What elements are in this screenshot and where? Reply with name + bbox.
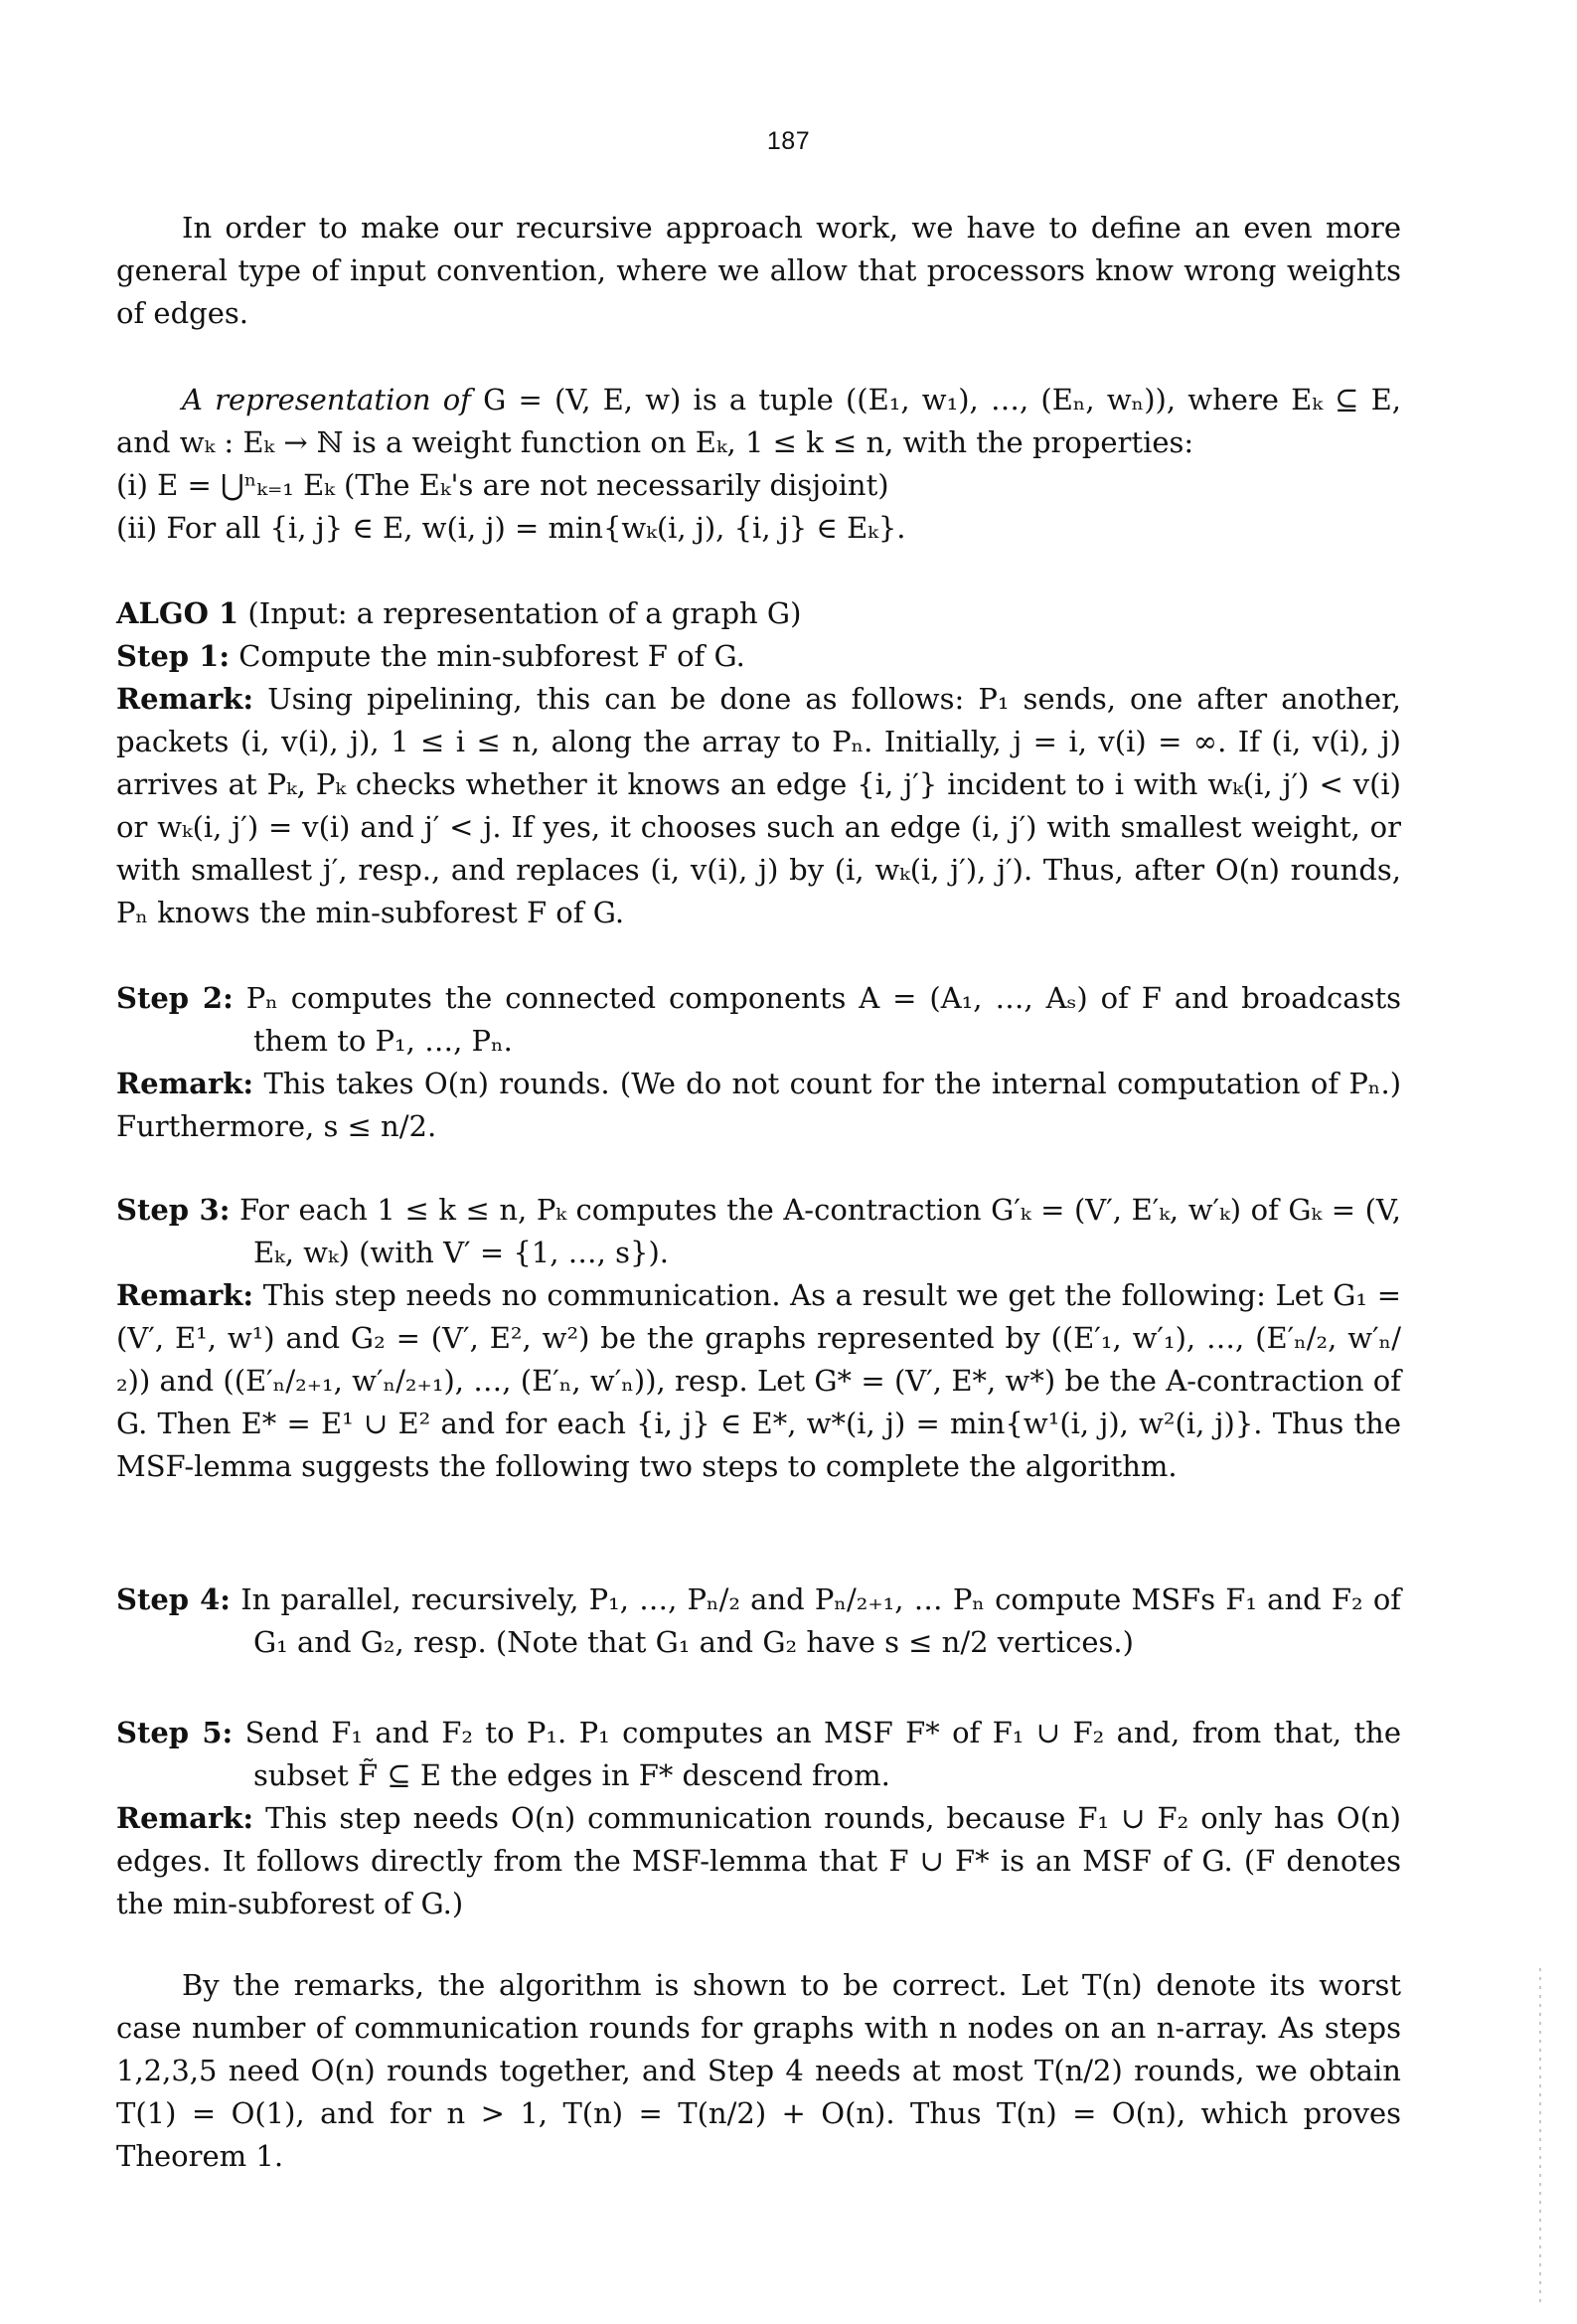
remark5 bbox=[116, 1797, 1401, 1925]
definition-paragraph bbox=[116, 379, 1401, 464]
remark3 bbox=[116, 1274, 1401, 1488]
step4-label: Step 4: bbox=[116, 1582, 232, 1616]
algo-step2-block bbox=[116, 977, 1401, 1148]
remark2-label: Remark: bbox=[116, 1067, 254, 1100]
definition-text: G = (V, E, w) is a tuple ((E₁, w₁), …, (Eₙ, wₙ)), where Eₖ ⊆ E, and wₖ : Eₖ → ℕ is a weight function on Eₖ, 1 ≤ k ≤ n, with the properties: bbox=[116, 383, 1402, 459]
algo-input: (Input: a representation of a graph G) bbox=[247, 596, 802, 630]
definition-term: A representation of bbox=[182, 383, 471, 416]
algo-heading bbox=[116, 592, 1401, 635]
remark3-text: This step needs no communication. As a result we get the following: Let G₁ = (V′, E¹, w¹) and G₂ = (V′, E², w²) be the graphs represented by ((E′₁, w′₁), …, (E′ₙ/₂, w′ₙ/₂)) and ((E′ₙ/₂₊₁, w′ₙ/₂₊₁), …, (E′ₙ, w′ₙ)), resp. Let G* = (V′, E*, w*) be the A-contraction of G. Then E* = E¹ ∪ E² and for each {i, j} ∈ E*, w*(i, j) = min{w¹(i, j), w²(i, j)}. Thus the MSF-lemma suggests the following two steps to complete the algorithm. bbox=[116, 1278, 1402, 1483]
definition-property-2: (ii) For all {i, j} ∈ E, w(i, j) = min{wₖ(i, j), {i, j} ∈ Eₖ}. bbox=[116, 511, 906, 545]
definition-property-1: (i) E = ⋃ⁿₖ₌₁ Eₖ (The Eₖ's are not necessarily disjoint) bbox=[116, 468, 889, 502]
step4-text: In parallel, recursively, P₁, …, Pₙ/₂ and Pₙ/₂₊₁, … Pₙ compute MSFs F₁ and F₂ of G₁ and G₂, resp. (Note that G₁ and G₂ have s ≤ n/2 vertices.) bbox=[240, 1582, 1402, 1659]
step3-text: For each 1 ≤ k ≤ n, Pₖ computes the A-contraction G′ₖ = (V′, E′ₖ, w′ₖ) of Gₖ = (V, Eₖ, wₖ) (with V′ = {1, …, s}). bbox=[239, 1193, 1402, 1269]
remark1 bbox=[116, 678, 1401, 934]
algo-title: ALGO 1 bbox=[116, 596, 239, 630]
algo-step3-block bbox=[116, 1189, 1401, 1488]
step4 bbox=[116, 1578, 1401, 1664]
step5 bbox=[116, 1712, 1401, 1797]
step1 bbox=[116, 635, 1401, 678]
intro-text: In order to make our recursive approach work, we have to define an even more general type of input convention, where we allow that processors know wrong weights of edges. bbox=[116, 211, 1401, 330]
conclusion-text: By the remarks, the algorithm is shown to be correct. Let T(n) denote its worst case number of communication rounds for graphs with n nodes on an n-array. As steps 1,2,3,5 need O(n) rounds together, and Step 4 needs at most T(n/2) rounds, we obtain T(1) = O(1), and for n > 1, T(n) = T(n/2) + O(n). Thus T(n) = O(n), which proves Theorem 1. bbox=[116, 1968, 1401, 2173]
algo-step1-block bbox=[116, 592, 1401, 934]
definition-block bbox=[116, 379, 1401, 550]
step2-label: Step 2: bbox=[116, 981, 234, 1015]
step1-text: Compute the min-subforest F of G. bbox=[238, 639, 745, 673]
remark2-text: This takes O(n) rounds. (We do not count for the internal computation of Pₙ.) Furthermore, s ≤ n/2. bbox=[116, 1067, 1402, 1143]
step1-label: Step 1: bbox=[116, 639, 231, 673]
step5-text: Send F₁ and F₂ to P₁. P₁ computes an MSF F* of F₁ ∪ F₂ and, from that, the subset F̃ ⊆ E the edges in F* descend from. bbox=[244, 1716, 1402, 1792]
remark5-text: This step needs O(n) communication rounds, because F₁ ∪ F₂ only has O(n) edges. It follows directly from the MSF-lemma that F ∪ F* is an MSF of G. (F denotes the min-subforest of G.) bbox=[116, 1801, 1401, 1920]
intro-paragraph bbox=[116, 207, 1401, 335]
page-number: 187 bbox=[766, 127, 811, 155]
scan-edge-mark bbox=[1539, 1968, 1541, 2306]
step3 bbox=[116, 1189, 1401, 1274]
remark1-text: Using pipelining, this can be done as follows: P₁ sends, one after another, packets (i, v(i), j), 1 ≤ i ≤ n, along the array to Pₙ. Initially, j = i, v(i) = ∞. If (i, v(i), j) arrives at Pₖ, Pₖ checks whether it knows an edge {i, j′} incident to i with wₖ(i, j′) < v(i) or wₖ(i, j′) = v(i) and j′ < j. If yes, it chooses such an edge (i, j′) with smallest weight, or with smallest j′, resp., and replaces (i, v(i), j) by (i, wₖ(i, j′), j′). Thus, after O(n) rounds, Pₙ knows the min-subforest F of G. bbox=[116, 682, 1402, 929]
step5-label: Step 5: bbox=[116, 1716, 234, 1749]
step2-text: Pₙ computes the connected components A = (A₁, …, Aₛ) of F and broadcasts them to P₁, …, Pₙ. bbox=[245, 981, 1401, 1058]
remark5-label: Remark: bbox=[116, 1801, 254, 1835]
algo-step4-block bbox=[116, 1578, 1401, 1664]
step2 bbox=[116, 977, 1401, 1063]
remark2 bbox=[116, 1063, 1401, 1148]
remark1-label: Remark: bbox=[116, 682, 254, 716]
remark3-label: Remark: bbox=[116, 1278, 254, 1312]
step3-label: Step 3: bbox=[116, 1193, 231, 1227]
algo-step5-block bbox=[116, 1712, 1401, 1925]
conclusion-paragraph bbox=[116, 1964, 1401, 2178]
